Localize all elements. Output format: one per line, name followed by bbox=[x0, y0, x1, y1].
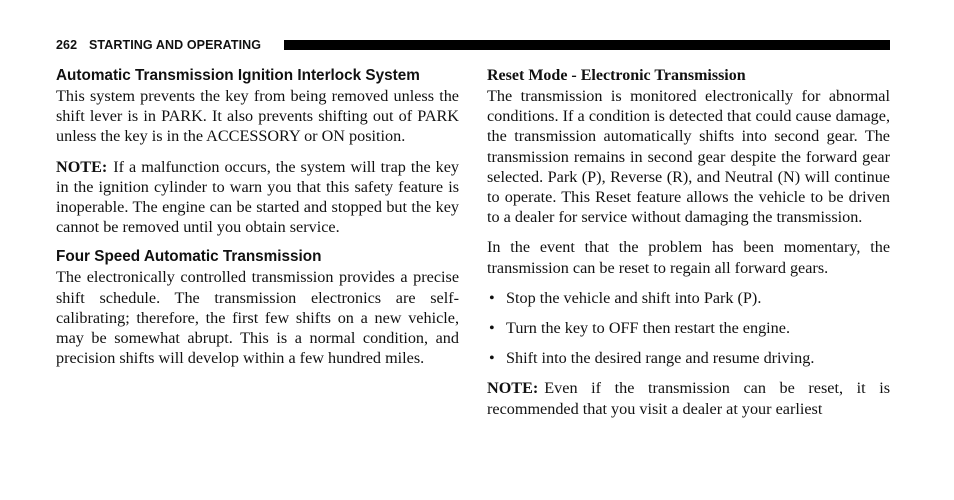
reset-note bbox=[487, 378, 890, 418]
page-number: 262 bbox=[56, 38, 78, 52]
bullet-icon: • bbox=[489, 349, 495, 368]
bullet-icon: • bbox=[489, 288, 495, 307]
interlock-heading: Automatic Transmission Ignition Interlock System bbox=[56, 67, 420, 84]
left-column bbox=[56, 66, 459, 368]
reset-mode-heading: Reset Mode - Electronic Transmission bbox=[487, 67, 746, 84]
note-text: Even if the transmission can be reset, it is recommended that you visit a dealer at your earliest bbox=[487, 379, 890, 418]
list-item-text: Turn the key to OFF then restart the engine. bbox=[506, 319, 790, 338]
section-title: STARTING AND OPERATING bbox=[89, 38, 262, 52]
interlock-note bbox=[56, 157, 459, 238]
reset-paragraph: In the event that the problem has been momentary, the transmission can be reset to regain all forward gears. bbox=[487, 238, 890, 277]
list-item-text: Shift into the desired range and resume driving. bbox=[506, 349, 815, 368]
note-label: NOTE: bbox=[56, 157, 108, 176]
bullet-icon: • bbox=[489, 319, 495, 338]
page-header bbox=[56, 38, 890, 52]
right-column bbox=[487, 66, 890, 419]
reset-steps-list bbox=[487, 288, 890, 369]
list-item bbox=[487, 288, 890, 308]
interlock-paragraph: This system prevents the key from being removed unless the shift lever is in PARK. It also prevents shifting out of PARK unless the key is in the ACCESSORY or ON position. bbox=[56, 87, 459, 146]
four-speed-paragraph: The electronically controlled transmission provides a precise shift schedule. The transmission electronics are self-calibrating; therefore, the first few shifts on a new vehicle, may be somewhat abrupt. This is a normal condition, and precision shifts will develop within a few hundred miles. bbox=[56, 268, 459, 368]
list-item-text: Stop the vehicle and shift into Park (P). bbox=[506, 288, 762, 307]
list-item bbox=[487, 348, 890, 368]
header-rule bbox=[284, 40, 890, 50]
reset-mode-paragraph: The transmission is monitored electronically for abnormal conditions. If a condition is detected that could cause damage, the transmission automatically shifts into second gear. The transmission remains in second gear despite the forward gear selected. Park (P), Reverse (R), and Neutral (N) will continue to operate. This Reset feature allows the vehicle to be driven to a dealer for service without damaging the transmission. bbox=[487, 87, 890, 227]
note-label: NOTE: bbox=[487, 379, 539, 398]
four-speed-heading: Four Speed Automatic Transmission bbox=[56, 248, 322, 266]
note-text: If a malfunction occurs, the system will trap the key in the ignition cylinder to warn you that this safety feature is inoperable. The engine can be started and stopped but the key cannot be removed until you obtain service. bbox=[56, 157, 459, 237]
list-item bbox=[487, 318, 890, 338]
